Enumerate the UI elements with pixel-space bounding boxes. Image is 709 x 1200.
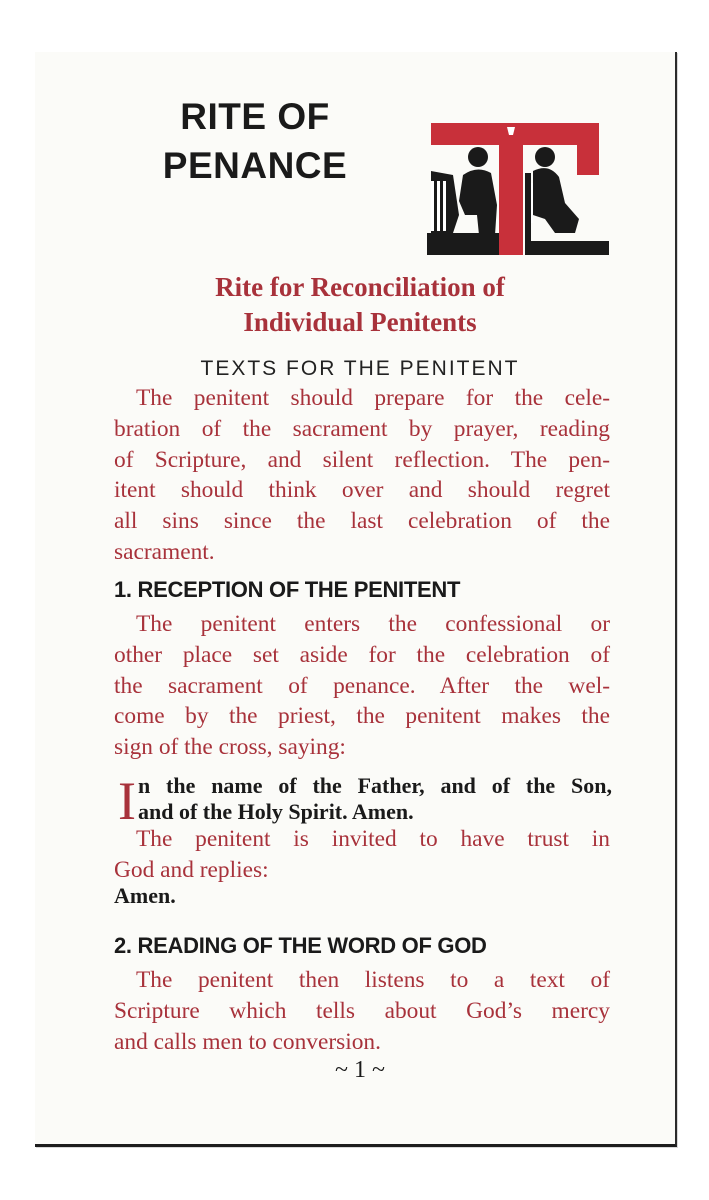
section-2-line: Scripture which tells about God’s mercy bbox=[114, 997, 610, 1024]
prayer-line: n the name of the Father, and of the Son, bbox=[138, 773, 612, 798]
title-line-2: PENANCE bbox=[162, 145, 348, 186]
section-2-line: and calls men to conversion. bbox=[114, 1028, 381, 1055]
section-1-heading: 1. RECEPTION OF THE PENITENT bbox=[114, 577, 461, 602]
section-2-line: The penitent then listens to a text of bbox=[136, 967, 610, 993]
subtitle-line-2: Individual Penitents bbox=[243, 307, 477, 337]
intro-line: itent should think over and should regret bbox=[114, 477, 610, 504]
subtitle-line-1: Rite for Reconciliation of bbox=[215, 272, 505, 302]
section-1-line: sign of the cross, saying: bbox=[114, 734, 346, 761]
invite-line: God and replies: bbox=[114, 856, 269, 883]
intro-line: all sins since the last celebration of the bbox=[114, 508, 610, 535]
section-1-paragraph bbox=[114, 609, 610, 763]
drop-cap: I bbox=[118, 771, 136, 831]
prayer-line: and of the Holy Spirit. Amen. bbox=[138, 799, 414, 824]
rite-subtitle bbox=[110, 270, 610, 340]
section-1-line: come by the priest, the penitent makes the bbox=[114, 703, 610, 730]
page-title bbox=[130, 92, 380, 190]
title-line-1: RITE OF bbox=[180, 96, 330, 137]
intro-line: The penitent should prepare for the cele- bbox=[136, 385, 610, 411]
section-1-line: the sacrament of penance. After the wel- bbox=[114, 672, 610, 699]
section-1-line: The penitent enters the confessional or bbox=[136, 611, 610, 637]
section-1-line: other place set aside for the celebration of bbox=[114, 641, 610, 668]
page-number: ~ 1 ~ bbox=[335, 1057, 385, 1083]
intro-line: sacrament. bbox=[114, 538, 215, 565]
intro-line: bration of the sacrament by prayer, reading bbox=[114, 415, 610, 442]
intro-paragraph bbox=[114, 383, 610, 568]
section-2-heading: 2. READING OF THE WORD OF GOD bbox=[114, 933, 487, 958]
sign-of-cross-prayer bbox=[118, 771, 612, 831]
response-amen: Amen. bbox=[114, 883, 176, 908]
cross-with-kneeling-penitents-icon bbox=[425, 123, 611, 257]
intro-line: of Scripture, and silent reflection. The pen- bbox=[114, 446, 610, 473]
invite-paragraph bbox=[114, 824, 610, 886]
invite-line: The penitent is invited to have trust in bbox=[136, 826, 610, 852]
texts-heading: TEXTS FOR THE PENITENT bbox=[200, 357, 520, 380]
section-2-paragraph bbox=[114, 965, 610, 1057]
